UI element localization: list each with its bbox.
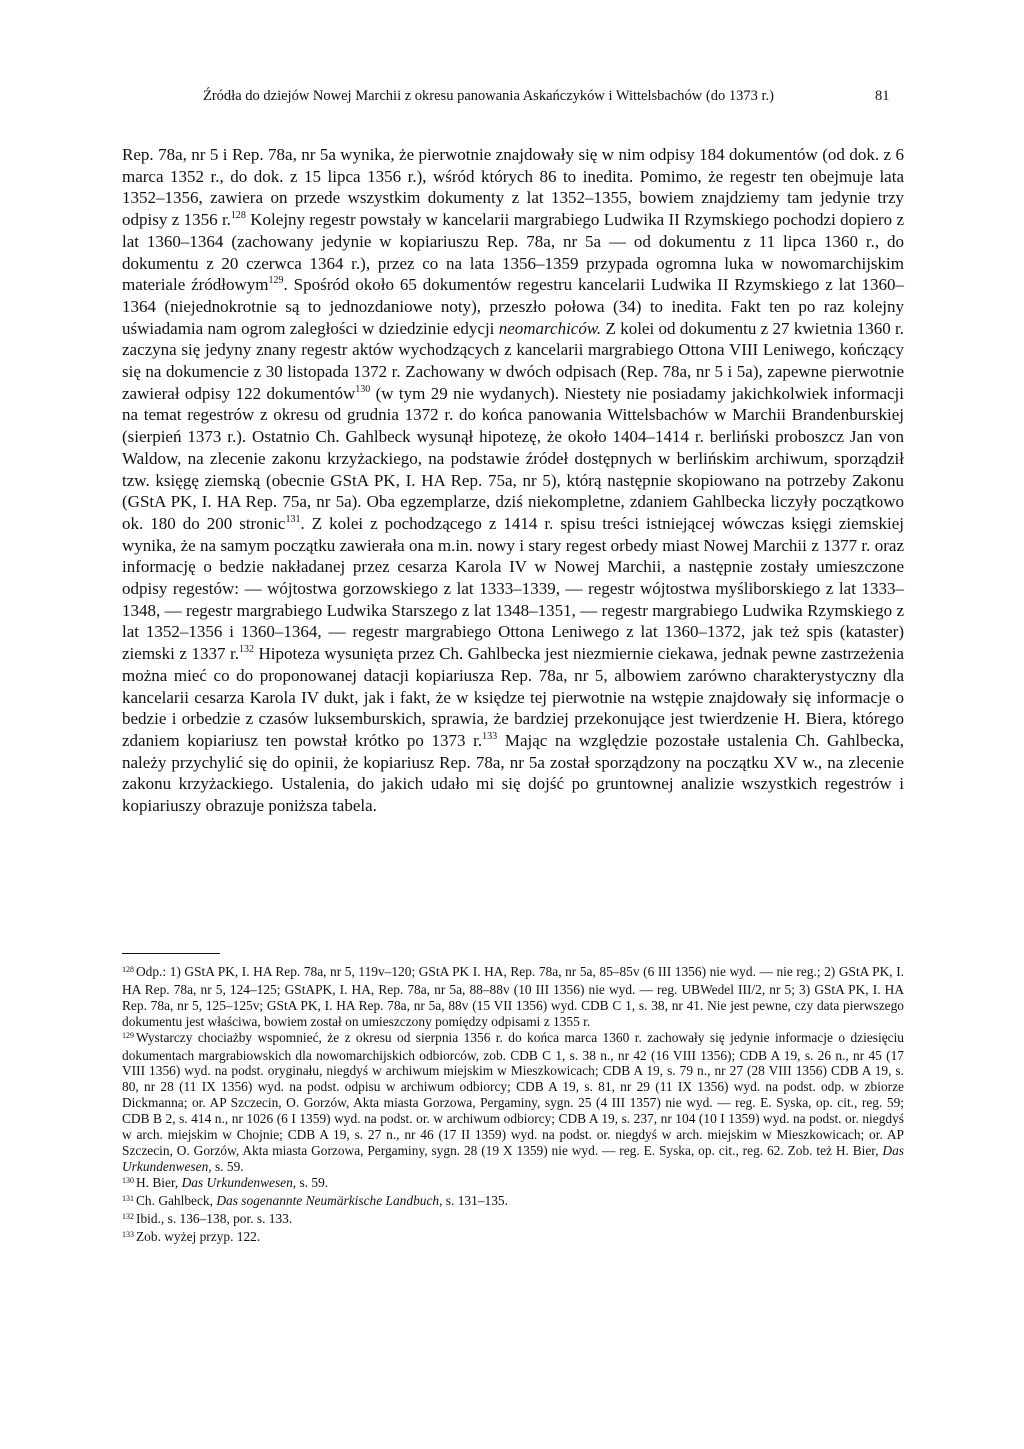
footnote-text: Ibid., s. 136–138, por. s. 133.	[136, 1210, 293, 1226]
footnote-italic-title: Das Urkundenwesen	[181, 1174, 293, 1190]
text-run: Rep. 78a, nr 5 i Rep. 78a, nr 5a wynika, że pierwotnie znajdowały się w nim odpisy 184 dokumentów (od dok. z 6 marca 1352 r., do dok. z 15 lipca 1356 r.), wśród których 86 to inedita. Pomimo, że regestr ten obejmuje lata 1352–1356, zawiera on przede wszystkim dokumenty z lat 1352–1355, bowiem znajdziemy tam jedynie trzy odpisy z 1356 r.	[122, 145, 904, 230]
footnote-128	[122, 964, 904, 1030]
footnotes	[122, 964, 904, 1246]
footnote-ref-131[interactable]: 131	[285, 513, 301, 525]
footnote-italic-title: Das Urkundenwesen	[122, 1142, 904, 1174]
footnote-ref-130[interactable]: 130	[355, 383, 371, 395]
text-run: Hipoteza wysunięta przez Ch. Gahlbecka jest niezmiernie ciekawa, jednak pewne zastrzeżenia można mieć co do proponowanej datacji kopiariusza Rep. 78a, nr 5, albowiem zarówno charakterystyczny dla kancelarii cesarza Karola IV dukt, jak i fakt, że w księdze tej pierwotnie na wstępie znajdowały się informacje o bedzie i orbedzie z czasów luksemburskich, sprawia, że bardziej przekonujące jest twierdzenie H. Biera, którego zdaniem kopiariusz ten powstał krótko po 1373 r.	[122, 644, 904, 750]
footnote-text: , s. 59.	[292, 1174, 329, 1190]
page-number: 81	[875, 88, 890, 104]
text-run: Z kolei od dokumentu z 27 kwietnia 1360 r. zaczyna się jedyny znany regestr aktów wychodzących z kancelarii margrabiego Ottona VIII Leniwego, kończący się na dokumencie z 30 listopada 1372 r. Zachowany w dwóch odpisach (Rep. 78a, nr 5 i 5a), zapewne pierwotnie zawierał odpisy 122 dokumentów	[122, 318, 904, 403]
footnote-text: H. Bier,	[136, 1174, 182, 1190]
footnote-number: 129	[122, 1030, 134, 1040]
footnote-ref-128[interactable]: 128	[230, 210, 246, 222]
footnote-number: 130	[122, 1175, 134, 1185]
footnote-italic-title: Das sogenannte Neumärkische Landbuch	[216, 1192, 440, 1208]
main-paragraph	[122, 144, 904, 817]
footnote-text: Odp.: 1) GStA PK, I. HA Rep. 78a, nr 5, 119v–120; GStA PK I. HA, Rep. 78a, nr 5a, 85–85v (6 III 1356) nie wyd. — nie reg.; 2) GStA PK, I. HA Rep. 78a, nr 5, 124–125; GStAPK, I. HA, Rep. 78a, nr 5a, 88–88v (10 III 1356) nie wyd. — reg. UBWedel III/2, nr 5; 3) GStA PK, I. HA Rep. 78a, nr 5, 125–125v; GStA PK, I. HA Rep. 78a, nr 5a, 88v (15 VII 1356) wyd. CDB C 1, s. 38, nr 41. Nie jest pewne, czy data pierwszego dokumentu jest właściwa, bowiem został on umieszczony pomiędzy odpisami z 1355 r.	[122, 964, 904, 1029]
main-text	[122, 144, 904, 817]
footnote-text: Wystarczy chociażby wspomnieć, że z okresu od sierpnia 1356 r. do końca marca 1360 r. zachowały się jedynie informacje o dziesięciu dokumentach margrabiowskich dla nowomarchijskich odbiorców, zob. CDB C 1, s. 38 n., nr 42 (16 VIII 1356); CDB A 19, s. 26 n., nr 45 (17 VIII 1356) wyd. na podst. oryginału, niegdyś w archiwum miejskim w Mieszkowicach; CDB A 19, s. 79 n., nr 27 (28 VIII 1356) CDB A 19, s. 80, nr 28 (11 IX 1356) wyd. na podst. odpisu w archiwum odbiorcy; CDB A 19, s. 81, nr 29 (11 IX 1356) wyd. na podst. odp. w zbiorze Dickmanna; or. AP Szczecin, O. Gorzów, Akta miasta Gorzowa, Pergaminy, sygn. 25 (4 III 1357) nie wyd. — reg. E. Syska, op. cit., reg. 59; CDB B 2, s. 414 n., nr 1026 (6 I 1359) wyd. na podst. or. w archiwum odbiorcy; CDB A 19, s. 237, nr 104 (10 I 1359) wyd. na podst. or. niegdyś w arch. miejskim w Chojnie; CDB A 19, s. 27 n., nr 46 (17 II 1359) wyd. na podst. or. niegdyś w arch. miejskim w Mieszkowicach; or. AP Szczecin, O. Gorzów, Akta miasta Gorzowa, Pergaminy, sygn. 28 (19 X 1359) nie wyd. — reg. E. Syska, op. cit., reg. 62. Zob. też H. Bier,	[122, 1029, 904, 1158]
footnote-133	[122, 1229, 904, 1247]
text-run: . Z kolei z pochodzącego z 1414 r. spisu treści istniejącej wówczas księgi ziemskiej wynika, że na samym początku zawierała ona m.in. nowy i stary regest orbedy miast Nowej Marchii z 1377 r. oraz informację o bedzie nakładanej przez cesarza Karola IV w Nowej Marchii, a następnie zostały umieszczone odpisy regestów: — wójtostwa gorzowskiego z lat 1333–1339, — regestr wójtostwa myśliborskiego z lat 1333–1348, — regestr margrabiego Ludwika Starszego z lat 1348–1351, — regestr margrabiego Ludwika Rzymskiego z lat 1352–1356 i 1360–1364, — regestr margrabiego Ottona Leniwego z lat 1360–1372, jak też spis (kataster) ziemski z 1337 r.	[122, 513, 904, 664]
footnote-132	[122, 1211, 904, 1229]
footnote-129	[122, 1030, 904, 1175]
text-run: Mając na względzie pozostałe ustalenia Ch. Gahlbecka, należy przychylić się do opinii, że kopiariusz Rep. 78a, nr 5a został sporządzony na początku XV w., na zlecenie zakonu krzyżackiego. Ustalenia, do jakich udało mi się dojść po gruntownej analizie wszystkich regestrów i kopiariuszy obrazuje poniższa tabela.	[122, 730, 904, 816]
footnote-130	[122, 1175, 904, 1193]
footnote-ref-133[interactable]: 133	[482, 730, 498, 742]
footnote-ref-132[interactable]: 132	[238, 644, 254, 656]
footnote-text: , s. 59.	[208, 1158, 244, 1174]
footnote-ref-129[interactable]: 129	[268, 275, 284, 287]
footnote-number: 132	[122, 1211, 134, 1221]
footnote-number: 131	[122, 1193, 134, 1203]
footnote-131	[122, 1193, 904, 1211]
footnote-number: 133	[122, 1229, 134, 1239]
footnote-separator	[122, 953, 220, 954]
footnote-text: , s. 131–135.	[439, 1192, 508, 1208]
italic-term: neomarchiców.	[498, 318, 602, 338]
text-run: . Spośród około 65 dokumentów regestru kancelarii Ludwika II Rzymskiego z lat 1360–1364 (niejednokrotnie są to jednozdaniowe noty), przeszło połowa (34) to inedita. Fakt ten po raz kolejny uświadamia nam ogrom zaległości w dziedzinie edycji	[122, 275, 904, 338]
text-run: Kolejny regestr powstały w kancelarii margrabiego Ludwika II Rzymskiego pochodzi dopiero z lat 1360–1364 (zachowany jedynie w kopiariuszu Rep. 78a, nr 5a — od dokumentu z 11 lipca 1360 r., do dokumentu z 20 czerwca 1364 r.), przez co na lata 1356–1359 przypada ogromna luka w nowomarchijskim materiale źródłowym	[122, 210, 904, 295]
footnote-text: Ch. Gahlbeck,	[136, 1192, 217, 1208]
footnote-number: 128	[122, 965, 134, 974]
running-title: Źródła do dziejów Nowej Marchii z okresu panowania Askańczyków i Wittelsbachów (do 1373 r.)	[203, 88, 774, 104]
text-run: (w tym 29 nie wydanych). Niestety nie posiadamy jakichkolwiek informacji na temat regestrów z okresu od grudnia 1372 r. do końca panowania Wittelsbachów w Marchii Brandenburskiej (sierpień 1373 r.). Ostatnio Ch. Gahlbeck wysunął hipotezę, że około 1404–1414 r. berliński proboszcz Jan von Waldow, na zlecenie zakonu krzyżackiego, na podstawie źródeł dostępnych w berlińskim archiwum, sporządził tzw. księgę ziemską (obecnie GStA PK, I. HA Rep. 75a, nr 5), którą następnie skopiowano na potrzeby Zakonu (GStA PK, I. HA Rep. 75a, nr 5a). Oba egzemplarze, dziś niekompletne, zdaniem Gahlbecka liczyły początkowo ok. 180 do 200 stronic	[122, 383, 904, 533]
footnote-text: Zob. wyżej przyp. 122.	[136, 1228, 261, 1244]
